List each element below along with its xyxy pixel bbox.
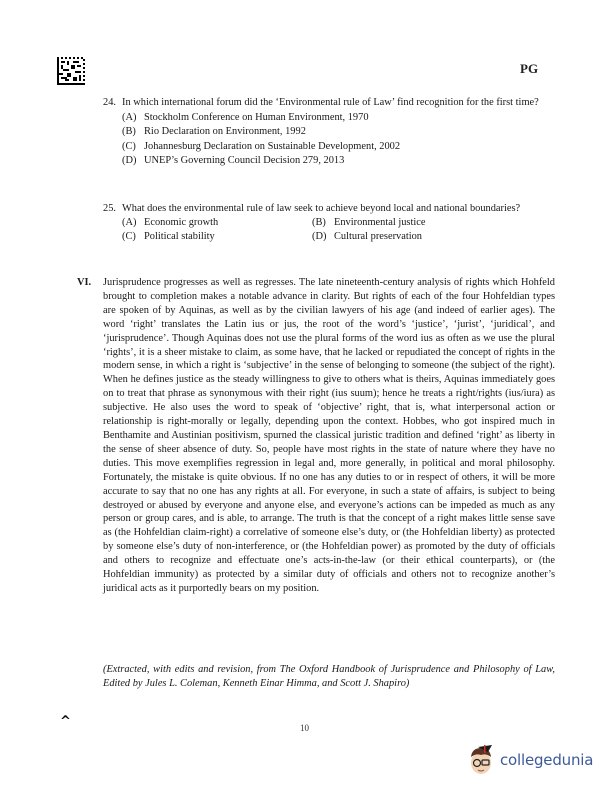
- option-label: (C): [122, 231, 136, 243]
- option-text: Cultural preservation: [334, 231, 423, 243]
- question-24: [103, 96, 555, 169]
- option-text: Economic growth: [144, 217, 219, 228]
- option-label: (B): [122, 126, 136, 138]
- question-stem: What does the environmental rule of law seek to achieve beyond local and national boundaries?: [122, 203, 521, 214]
- option-b: [312, 216, 512, 230]
- section-number: VI.: [77, 277, 92, 288]
- option-a: [122, 216, 312, 230]
- option-c: [122, 140, 555, 154]
- option-c: [122, 230, 312, 244]
- option-b: [122, 125, 555, 139]
- option-label: (A): [122, 217, 137, 228]
- option-text: Rio Declaration on Environment, 1992: [144, 126, 306, 138]
- question-number: 25.: [103, 203, 116, 214]
- brand-name: collegedunia: [500, 751, 594, 769]
- passage-text: Jurisprudence progresses as well as regresses. The late nineteenth-century analysis of rights which Hohfeld brought to completion makes a notable advance in clarity. But rights of each of the four Hohfeldian types are spoken of by Aquinas, as well as by the civilian lawyers of his age (and indeed of earlier ages). The word ‘right’ translates the Latin ius or jus, the root of the word’s ‘justice’, ‘jurist’, ‘juridical’, and ‘jurisprudence’. Though Aquinas does not use the plural forms of the word ius as often as we use the plural ‘rights’, it is a sheer mistake to claim, as some have, that he lacked or repudiated the concept of rights in the modern sense, in which a right is ‘subjective’ in the sense of belonging to someone (the subject of the right). When he defines justice as the steady willingness to give to others what is theirs, Aquinas immediately goes on to treat that phrase as synonymous with their right (ius suum); hence he treats a right/rights (ius/iura) as subjective. He also uses the word to speak of ‘objective’ right, that is, what interpersonal action or relationship is right-morally or legally, depending upon the context. Hobbes, who got inspired much in Benthamite and Austinian positivism, spurned the classical juristic tradition and defined ‘right’ as liberty in the sense of sheer absence of duty. So, people have most rights in the state of nature where they have no duties. This move exemplifies regression in legal and, more generally, in political and moral philosophy. Fortunately, the mistake is quite obvious. If no one has any duties to or in respect of others, it will be more accurate to say that no one has any rights at all. For everyone, in such a state of affairs, is subject to being destroyed or abused by everyone and anyone else, and everyone’s actions can be impeded as much as any person or group cares, and is able, to arrange. The truth is that the concept of a right makes little sense save as (the Hohfeldian claim-right) a correlative of someone else’s duty, or (the Hohfeldian liberty) as protected by someone else’s duty of non-interference, or (the Hohfeldian power) as promoted by the duty of officials and others to recognize and effectuate one’s acts-in-the-law (or their ethical counterparts), or (the Hohfeldian immunity) as protected by a similar duty of officials and others not to recognize another’s juridical acts as it purportedly bears on my position.: [103, 277, 555, 594]
- option-label: (C): [122, 140, 136, 152]
- option-label: (B): [312, 217, 326, 228]
- option-d: [312, 230, 512, 244]
- scroll-up-icon[interactable]: ^: [60, 714, 71, 729]
- option-text: UNEP’s Governing Council Decision 279, 2013: [144, 155, 345, 167]
- datamatrix-code-icon: [57, 57, 85, 85]
- collegedunia-logo[interactable]: [466, 742, 593, 778]
- option-a: [122, 111, 555, 125]
- option-text: Environmental justice: [334, 217, 426, 228]
- passage-source-citation: (Extracted, with edits and revision, from The Oxford Handbook of Jurisprudence and Philosophy of Law, Edited by Jules L. Coleman, Kenneth Einar Himma, and Scott J. Shapiro): [103, 664, 555, 689]
- option-grid: [122, 216, 555, 245]
- option-label: (D): [122, 155, 137, 167]
- option-text: Stockholm Conference on Human Environment, 1970: [144, 112, 369, 123]
- question-stem: In which international forum did the ‘Environmental rule of Law’ find recognition for the first time?: [122, 97, 539, 108]
- paper-code-label: PG: [520, 61, 539, 76]
- mascot-icon: [466, 743, 496, 777]
- question-number: 24.: [103, 97, 116, 108]
- option-list: [122, 111, 555, 169]
- option-text: Political stability: [144, 231, 215, 243]
- page-number: 10: [300, 723, 309, 733]
- question-25: [103, 202, 555, 245]
- reading-passage: [77, 276, 555, 596]
- option-label: (A): [122, 112, 137, 123]
- option-d: [122, 154, 555, 168]
- option-text: Johannesburg Declaration on Sustainable Development, 2002: [144, 140, 401, 152]
- option-label: (D): [312, 231, 327, 243]
